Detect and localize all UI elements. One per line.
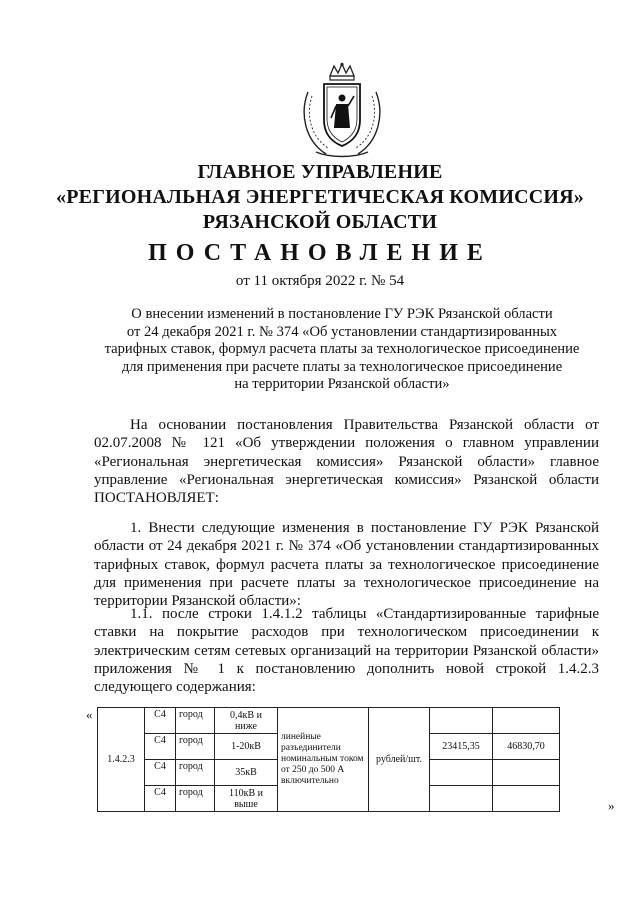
clause-1-1-paragraph [94,605,599,696]
paragraph-line: «Региональная энергетическая комиссия» Рязанской области» главное [94,453,599,470]
org-title-line-2: «РЕГИОНАЛЬНАЯ ЭНЕРГЕТИЧЕСКАЯ КОМИССИЯ» [56,186,584,208]
voltage-cell: 110кВ и выше [215,786,278,812]
voltage-cell: 1-20кВ [215,734,278,760]
paragraph-line: ПОСТАНОВЛЯЕТ: [94,490,219,507]
paragraph-line: для применения при расчете платы за технологическое присоединение на [94,574,599,591]
location-cell: город [176,708,215,734]
empty-cell [493,760,560,786]
paragraph-line: ставки на покрытие расходов при технологическом присоединении к [94,624,599,641]
location-cell: город [176,786,215,812]
voltage-cell: 0,4кВ и ниже [215,708,278,734]
document-date: от 11 октября 2022 г. № 54 [235,273,405,289]
paragraph-line: 1. Внести следующие изменения в постановление ГУ РЭК Рязанской [130,520,599,536]
subject-line: на территории Рязанской области» [234,376,450,392]
paragraph-line: следующего содержания: [94,679,256,696]
close-quote: » [608,798,615,813]
tariff-table [97,707,560,812]
empty-cell [493,708,560,734]
category-cell: С4 [145,708,176,734]
open-quote: « [86,707,93,722]
preamble-paragraph [94,416,599,507]
voltage-cell: 35кВ [215,760,278,786]
paragraph-line: тарифных ставок, формул расчета платы за технологическое присоединение [94,556,599,573]
empty-cell [430,708,493,734]
empty-cell [493,786,560,812]
empty-cell [430,760,493,786]
paragraph-line: территории Рязанской области»: [94,593,301,610]
value-1-cell: 23415,35 [430,734,493,760]
paragraph-line: 1.1. после строки 1.4.1.2 таблицы «Стандартизированные тарифные [130,606,599,622]
category-cell: С4 [145,734,176,760]
row-number-cell: 1.4.2.3 [98,708,145,812]
category-cell: С4 [145,760,176,786]
document-type-title: ПОСТАНОВЛЕНИЕ [148,240,492,266]
org-title-line-3: РЯЗАНСКОЙ ОБЛАСТИ [202,211,438,233]
value-2-cell: 46830,70 [493,734,560,760]
paragraph-line: приложения № 1 к постановлению дополнить новой строкой 1.4.2.3 [94,660,599,677]
subject-line: от 24 декабря 2021 г. № 374 «Об установлении стандартизированных [126,323,558,340]
subject-line: тарифных ставок, формул расчета платы за технологическое присоединение [104,341,580,357]
table-row [98,708,560,734]
org-title-line-1: ГЛАВНОЕ УПРАВЛЕНИЕ [197,161,443,183]
paragraph-line: электрическим сетям сетевых организаций на территории Рязанской области» [94,642,599,659]
paragraph-line: 02.07.2008 № 121 «Об утверждении положения о главном управлении [94,435,599,452]
unit-cell: рублей/шт. [369,708,430,812]
coat-of-arms-icon [296,62,388,162]
description-cell: линейные разъединители номинальным током от 250 до 500 А включительно [278,708,369,812]
document-subject [92,306,592,394]
location-cell: город [176,760,215,786]
clause-1-paragraph [94,519,599,610]
empty-cell [430,786,493,812]
paragraph-line: области от 24 декабря 2021 г. № 374 «Об установлении стандартизированных [94,538,599,555]
paragraph-line: управление «Региональная энергетическая комиссия» Рязанской области [94,471,599,488]
paragraph-line: На основании постановления Правительства Рязанской области от [130,417,599,433]
category-cell: С4 [145,786,176,812]
subject-line: О внесении изменений в постановление ГУ РЭК Рязанской области [131,306,553,322]
location-cell: город [176,734,215,760]
subject-line: для применения при расчете платы за технологическое присоединение [121,358,563,375]
